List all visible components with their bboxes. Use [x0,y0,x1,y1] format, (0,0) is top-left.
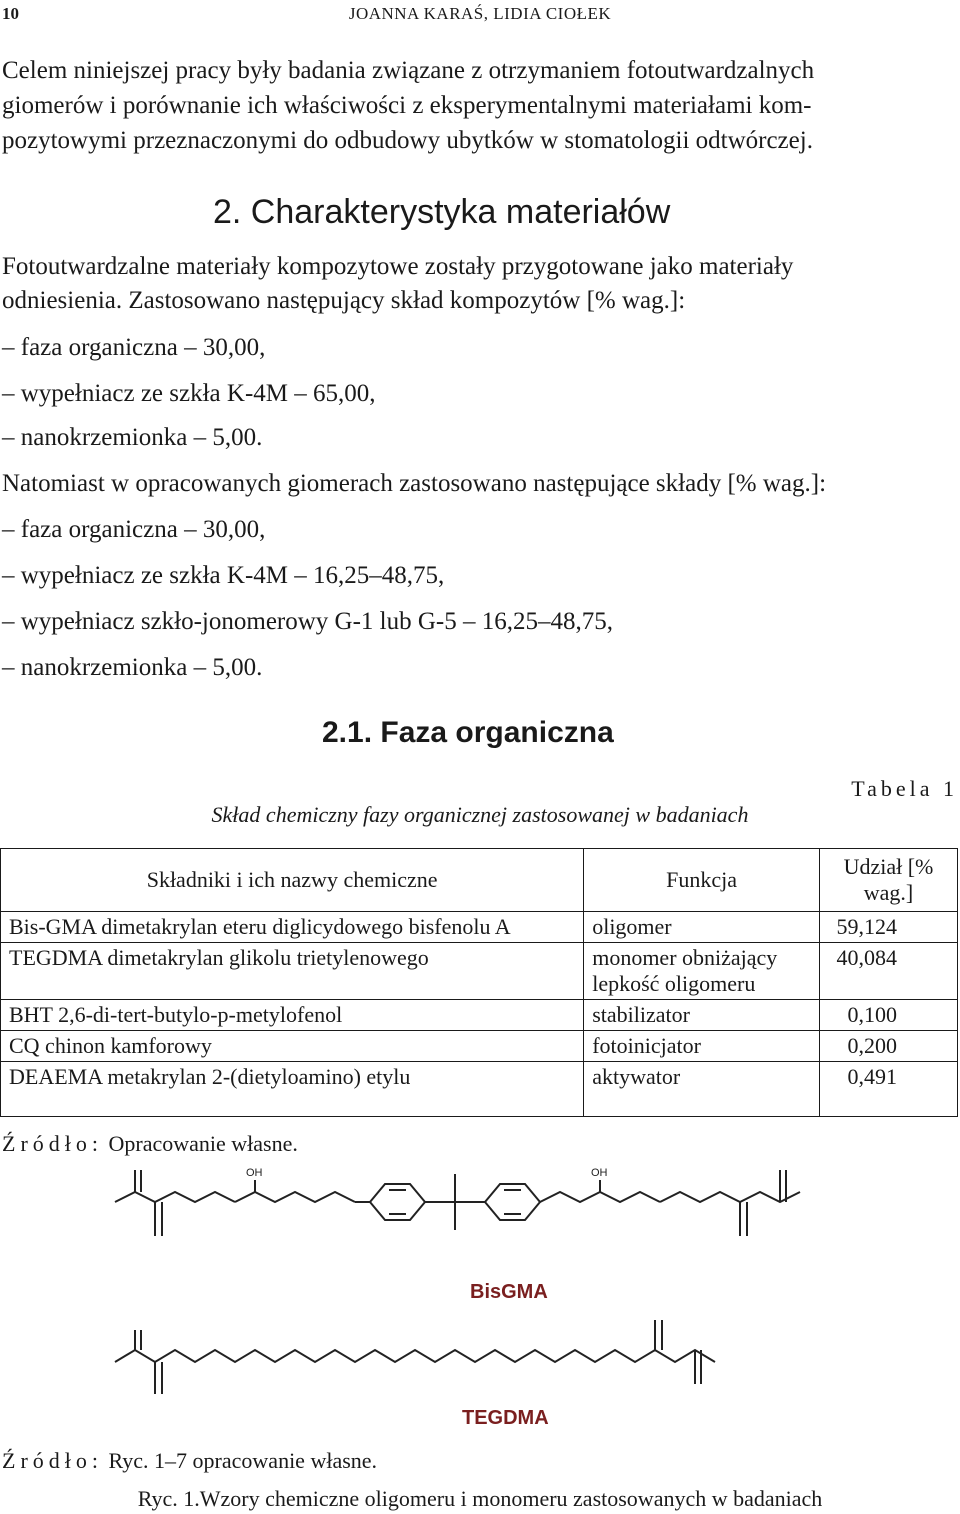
subsection-heading: 2.1. Faza organiczna [322,716,614,749]
intro-line: giomerów i porównanie ich właściwości z eksperymentalnymi materiałami kom- [2,92,812,119]
table-cell: TEGDMA dimetakrylan glikolu trietylenowego [1,943,584,1000]
table-row [1,912,958,943]
bisgma-label: BisGMA [470,1281,548,1303]
table-cell: DEAEMA metakrylan 2-(dietyloamino) etylu [1,1062,584,1117]
source-text: Opracowanie własne. [108,1131,298,1156]
tegdma-structure [115,1320,715,1394]
table-row [1,1000,958,1031]
section-heading: 2. Charakterystyka materiałów [213,193,671,231]
source-text: Ryc. 1–7 opracowanie własne. [108,1448,378,1473]
intro-line: pozytowymi przeznaczonymi do odbudowy ubytków w stomatologii odtwórczej. [2,127,813,154]
paragraph-line: Natomiast w opracowanych giomerach zastosowano następujące składy [% wag.]: [2,470,827,497]
paragraph-line: odniesienia. Zastosowano następujący skład kompozytów [% wag.]: [2,287,686,314]
list-item: – nanokrzemionka – 5,00. [2,424,263,451]
table-header-cell: Składniki i ich nazwy chemiczne [1,849,584,912]
table-label: Tabela 1 [851,776,958,801]
table-cell: BHT 2,6-di-tert-butylo-p-metylofenol [1,1000,584,1031]
table-cell: 0,491 [820,1062,958,1117]
list-item: – faza organiczna – 30,00, [2,516,266,543]
table-cell: oligomer [584,912,820,943]
chemical-structures-figure [110,1162,860,1432]
bisgma-structure [115,1170,800,1236]
tegdma-label: TEGDMA [462,1407,549,1429]
table-cell: 59,124 [820,912,958,943]
list-item: – wypełniacz szkło-jonomerowy G-1 lub G-5 – 16,25–48,75, [2,608,613,635]
hydroxyl-label: OH [246,1167,263,1179]
table-cell: aktywator [584,1062,820,1117]
table-row [1,1031,958,1062]
source-label: Źródło: [2,1448,103,1473]
table-header-cell: Funkcja [584,849,820,912]
list-item: – wypełniacz ze szkła K-4M – 16,25–48,75, [2,562,445,589]
list-item: – wypełniacz ze szkła K-4M – 65,00, [2,380,376,407]
hydroxyl-label: OH [591,1167,608,1179]
figure-caption: Ryc. 1.Wzory chemiczne oligomeru i monomeru zastosowanych w badaniach [137,1486,823,1511]
table-row [1,943,958,1000]
table-row [1,1062,958,1117]
running-header-authors: JOANNA KARAŚ, LIDIA CIOŁEK [348,4,612,23]
table-cell: 0,200 [820,1031,958,1062]
table-cell: stabilizator [584,1000,820,1031]
paragraph-line: Fotoutwardzalne materiały kompozytowe zostały przygotowane jako materiały [2,253,794,280]
source-label: Źródło: [2,1131,103,1156]
figure-source [2,1448,377,1474]
table-cell: monomer obniżający lepkość oligomeru [584,943,820,1000]
table-cell: 40,084 [820,943,958,1000]
table-header-row [1,849,958,912]
table-cell: Bis-GMA dimetakrylan eteru diglicydowego bisfenolu A [1,912,584,943]
table-caption: Skład chemiczny fazy organicznej zastosowanej w badaniach [211,802,749,827]
table-header-cell: Udział [% wag.] [820,849,958,912]
list-item: – nanokrzemionka – 5,00. [2,654,263,681]
table-cell: fotoinicjator [584,1031,820,1062]
intro-line: Celem niniejszej pracy były badania związane z otrzymaniem fotoutwardzalnych [2,57,815,84]
table-cell: 0,100 [820,1000,958,1031]
table-source [2,1131,298,1157]
table-cell: CQ chinon kamforowy [1,1031,584,1062]
page-number: 10 [2,4,19,23]
list-item: – faza organiczna – 30,00, [2,334,266,361]
composition-table [0,848,958,1117]
